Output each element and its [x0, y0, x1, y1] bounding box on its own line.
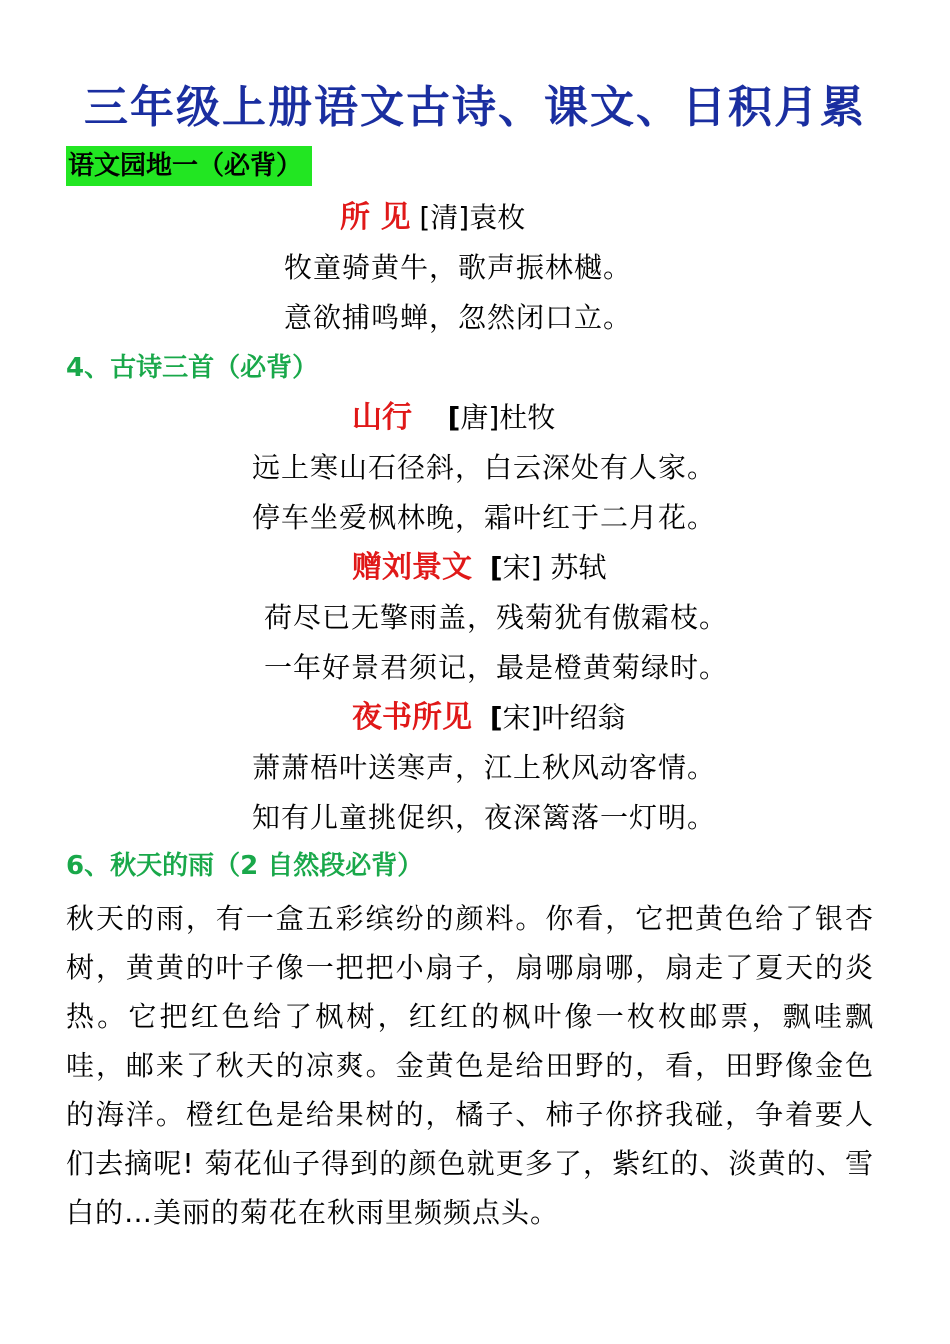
poem-line: 远上寒山石径斜，白云深处有人家。	[252, 451, 717, 484]
poem-line: 知有儿童挑促织，夜深篱落一灯明。	[252, 801, 717, 834]
poem-line: 荷尽已无擎雨盖，残菊犹有傲霜枝。	[264, 601, 729, 634]
poem-bracket: [	[447, 401, 461, 434]
poem-title: 所 见	[340, 200, 411, 235]
poem-heading	[340, 198, 525, 238]
poem-heading	[352, 698, 626, 738]
poem-bracket: [	[489, 551, 503, 584]
poem-line: 停车坐爱枫林晚，霜叶红于二月花。	[252, 501, 717, 534]
poem-heading	[352, 548, 606, 588]
poem-author: 宋]叶绍翁	[502, 701, 626, 734]
section-heading-autumn: 6、秋天的雨（2 自然段必背）	[66, 851, 424, 881]
poem-author: 唐]杜牧	[460, 401, 556, 434]
poem-title: 夜书所见	[352, 700, 472, 735]
section-heading-poems: 4、古诗三首（必背）	[66, 353, 319, 383]
page-title: 三年级上册语文古诗、课文、日积月累	[84, 82, 866, 133]
poem-author: 宋] 苏轼	[502, 551, 607, 584]
poem-bracket: [	[489, 701, 503, 734]
poem-line: 萧萧梧叶送寒声，江上秋风动客情。	[252, 751, 717, 784]
autumn-paragraph: 秋天的雨，有一盒五彩缤纷的颜料。你看，它把黄色给了银杏树，黄黄的叶子像一把把小扇子，扇哪扇哪，扇走了夏天的炎热。它把红色给了枫树，红红的枫叶像一枚枚邮票，飘哇飘哇，邮来了秋天的凉爽。金黄色是给田野的，看，田野像金色的海洋。橙红色是给果树的，橘子、柿子你挤我碰，争着要人们去摘呢! 菊花仙子得到的颜色就更多了，紫红的、淡黄的、雪白的…美丽的菊花在秋雨里频频点头。	[66, 902, 874, 1229]
poem-title: 山行	[352, 400, 412, 435]
poem-line: 一年好景君须记，最是橙黄菊绿时。	[264, 651, 729, 684]
poem-line: 意欲捕鸣蝉，忽然闭口立。	[284, 301, 633, 334]
poem-heading	[352, 398, 555, 438]
poem-title: 赠刘景文	[352, 550, 472, 585]
section-heading-garden: 语文园地一（必背）	[66, 146, 312, 186]
poem-line: 牧童骑黄牛，歌声振林樾。	[284, 251, 633, 284]
poem-author: [清]袁枚	[410, 201, 526, 234]
